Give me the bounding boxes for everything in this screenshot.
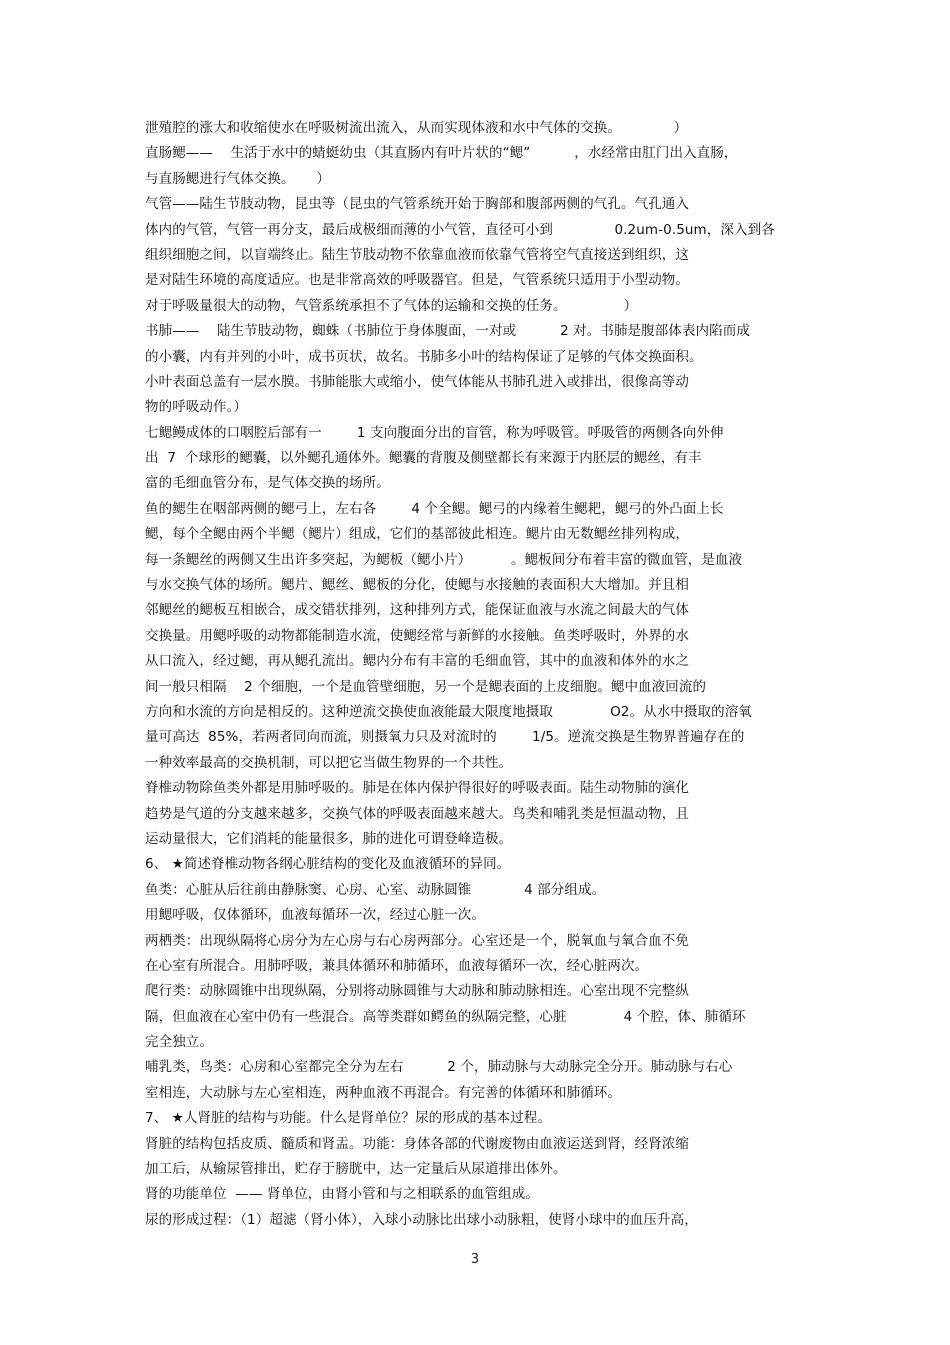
text-line: 交换量。用鳃呼吸的动物都能制造水流，使鳃经常与新鲜的水接触。鱼类呼吸时，外界的水 [145,627,689,644]
text-line: 从口流入，经过鳃，再从鳃孔流出。鳃内分布有丰富的毛细血管，其中的血液和体外的水之 [145,653,689,670]
text-line: 爬行类：动脉圆锥中出现纵隔，分别将动脉圆锥与大动脉和肺动脉相连。心室出现不完整纵 [145,983,689,1000]
text-line: 脊椎动物除鱼类外都是用肺呼吸的。肺是在体内保护得很好的呼吸表面。陆生动物肺的演化 [145,780,689,797]
question-heading: 7、 ★人肾脏的结构与功能。什么是肾单位？尿的形成的基本过程。 [145,1110,552,1127]
text-line: 物的呼吸动作。） [145,399,248,416]
text-line: 鱼的鳃生在咽部两侧的鳃弓上，左右各 4 个全鳃。鳃弓的内缘着生鳃耙，鳃弓的外凸面上长 [145,500,724,517]
text-line: 组织细胞之间，以盲端终止。陆生节肢动物不依靠血液而依靠气管将空气直接送到组织，这 [145,246,689,263]
text-line: 出 7 个球形的鳃囊，以外鳃孔通体外。鳃囊的背腹及侧壁都长有来源于内胚层的鳃丝，有丰 [145,450,702,467]
text-line: 两栖类：出现纵隔将心房分为左心房与右心房两部分。心室还是一个，脱氧血与氧合血不免 [145,932,689,949]
text-line: 对于呼吸量很大的动物，气管系统承担不了气体的运输和交换的任务。 ） [145,297,638,314]
text-line: 在心室有所混合。用肺呼吸，兼具体循环和肺循环，血液每循环一次，经心脏两次。 [145,957,649,974]
text-line: 方向和水流的方向是相反的。这种逆流交换使血液能最大限度地摄取 O2。从水中摄取的溶氧 [145,703,752,720]
text-line: 邻鳃丝的鳃板互相嵌合，成交错状排列，这种排列方式，能保证血液与水流之间最大的气体 [145,602,689,619]
text-line: 与直肠鳃进行气体交换。 ） [145,170,331,187]
text-line: 七鳃鳗成体的口咽腔后部有一 1 支向腹面分出的盲管，称为呼吸管。呼吸管的两侧各向外伸 [145,424,724,441]
text-line: 运动量很大，它们消耗的能量很多，肺的进化可谓登峰造极。 [145,830,513,847]
text-line: 鱼类：心脏从后往前由静脉窦、心房、心室、动脉圆锥 4 部分组成。 [145,881,606,898]
question-heading: 6、 ★简述脊椎动物各纲心脏结构的变化及血液循环的异同。 [145,856,511,873]
text-line: 是对陆生环境的高度适应。也是非常高效的呼吸器官。但是，气管系统只适用于小型动物。 [145,272,689,289]
text-line: 一种效率最高的交换机制，可以把它当做生物界的一个共性。 [145,754,513,771]
text-line: 尿的形成过程：（1）超滤（肾小体），入球小动脉比出球小动脉粗，使肾小球中的血压升高， [145,1211,698,1228]
text-line: 哺乳类，鸟类：心房和心室都完全分为左右 2 个，肺动脉与大动脉完全分开。肺动脉与右心 [145,1059,733,1076]
text-line: 与水交换气体的场所。鳃片、鳃丝、鳃板的分化，使鳃与水接触的表面积大大增加。并且相 [145,577,689,594]
text-line: 的小囊，内有并列的小叶，成书页状，故名。书肺多小叶的结构保证了足够的气体交换面积。 [145,348,703,365]
text-line: 肾脏的结构包括皮质、髓质和肾盂。功能：身体各部的代谢废物由血液运送到肾，经肾浓缩 [145,1135,689,1152]
text-line: 气管——陆生节肢动物，昆虫等（昆虫的气管系统开始于胸部和腹部两侧的气孔。气孔通入 [145,196,689,213]
text-line: 书肺—— 陆生节肢动物，蜘蛛（书肺位于身体腹面，一对或 2 对。书肺是腹部体表内陷而成 [145,323,750,340]
text-line: 间一般只相隔 2 个细胞，一个是血管壁细胞，另一个是鳃表面的上皮细胞。鳃中血液回流的 [145,678,707,695]
text-line: 趋势是气道的分支越来越多，交换气体的呼吸表面越来越大。鸟类和哺乳类是恒温动物，且 [145,805,689,822]
text-line: 体内的气管，气管一再分支，最后成极细而薄的小气管，直径可小到 0.2um-0.5um，深入到各 [145,221,775,238]
text-line: 加工后，从输尿管排出，贮存于膀胱中，达一定量后从尿道排出体外。 [145,1161,567,1178]
body-text [145,116,845,1233]
text-line: 隔，但血液在心室中仍有一些混合。高等类群如鳄鱼的纵隔完整，心脏 4 个腔，体、肺循环 [145,1008,746,1025]
text-line: 肾的功能单位 —— 肾单位，由肾小管和与之相联系的血管组成。 [145,1186,539,1203]
text-line: 量可高达 85%，若两者同向而流，则摄氧力只及对流时的 1/5。逆流交换是生物界普遍存在的 [145,729,745,746]
text-line: 直肠鳃—— 生活于水中的蜻蜓幼虫（其直肠内有叶片状的“鳃” ，水经常由肛门出入直肠， [145,145,738,162]
page-number: 3 [470,1252,480,1267]
text-line: 用鳃呼吸，仅体循环，血液每循环一次，经过心脏一次。 [145,907,485,924]
text-line: 泄殖腔的涨大和收缩使水在呼吸树流出流入，从而实现体液和水中气体的交换。 ） [145,120,688,136]
text-line: 富的毛细血管分布，是气体交换的场所。 [145,475,390,492]
text-line: 室相连，大动脉与左心室相连，两种血液不再混合。有完善的体循环和肺循环。 [145,1084,621,1101]
text-line: 鳃，每个全鳃由两个半鳃（鳃片）组成，它们的基部彼此相连。鳃片由无数鳃丝排列构成， [145,526,689,543]
text-line: 小叶表面总盖有一层水膜。书肺能胀大或缩小，使气体能从书肺孔进入或排出，很像高等动 [145,373,689,390]
text-line: 完全独立。 [145,1034,213,1051]
text-line: 每一条鳃丝的两侧又生出许多突起，为鳃板（鳃小片） 。鳃板间分布着丰富的微血管，是血液 [145,551,743,568]
